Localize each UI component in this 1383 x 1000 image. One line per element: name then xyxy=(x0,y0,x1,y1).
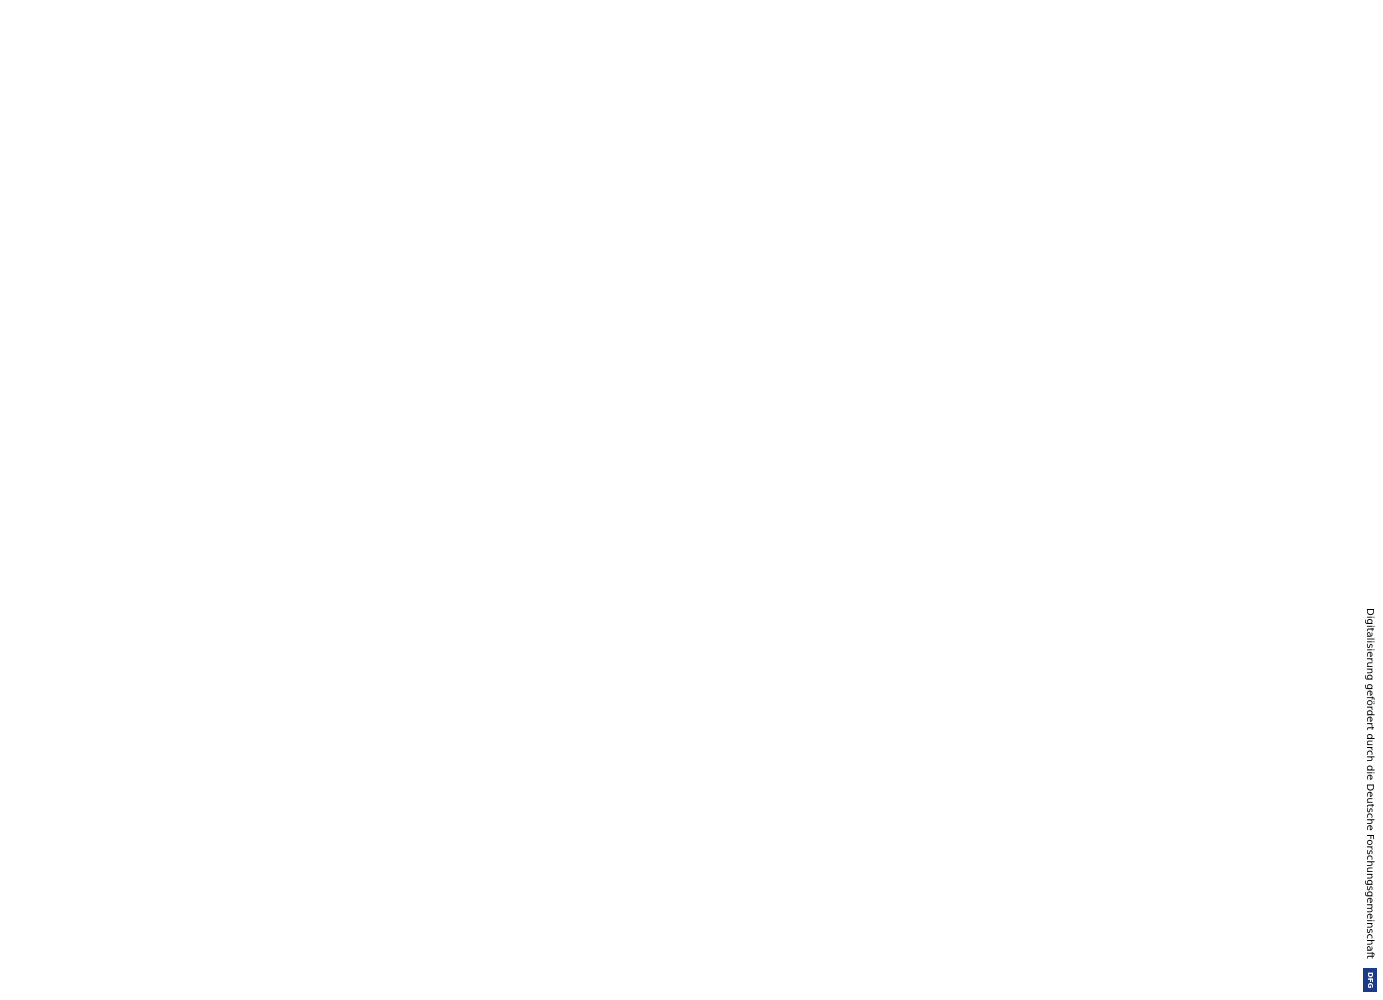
dfg-logo: DFG xyxy=(1363,968,1377,992)
printer-signature xyxy=(1300,0,1321,20)
credit-text: Digitalisierung gefördert durch die Deutsche Forschungsgemeinschaft xyxy=(1364,608,1375,959)
digitization-credit xyxy=(1359,0,1379,1000)
